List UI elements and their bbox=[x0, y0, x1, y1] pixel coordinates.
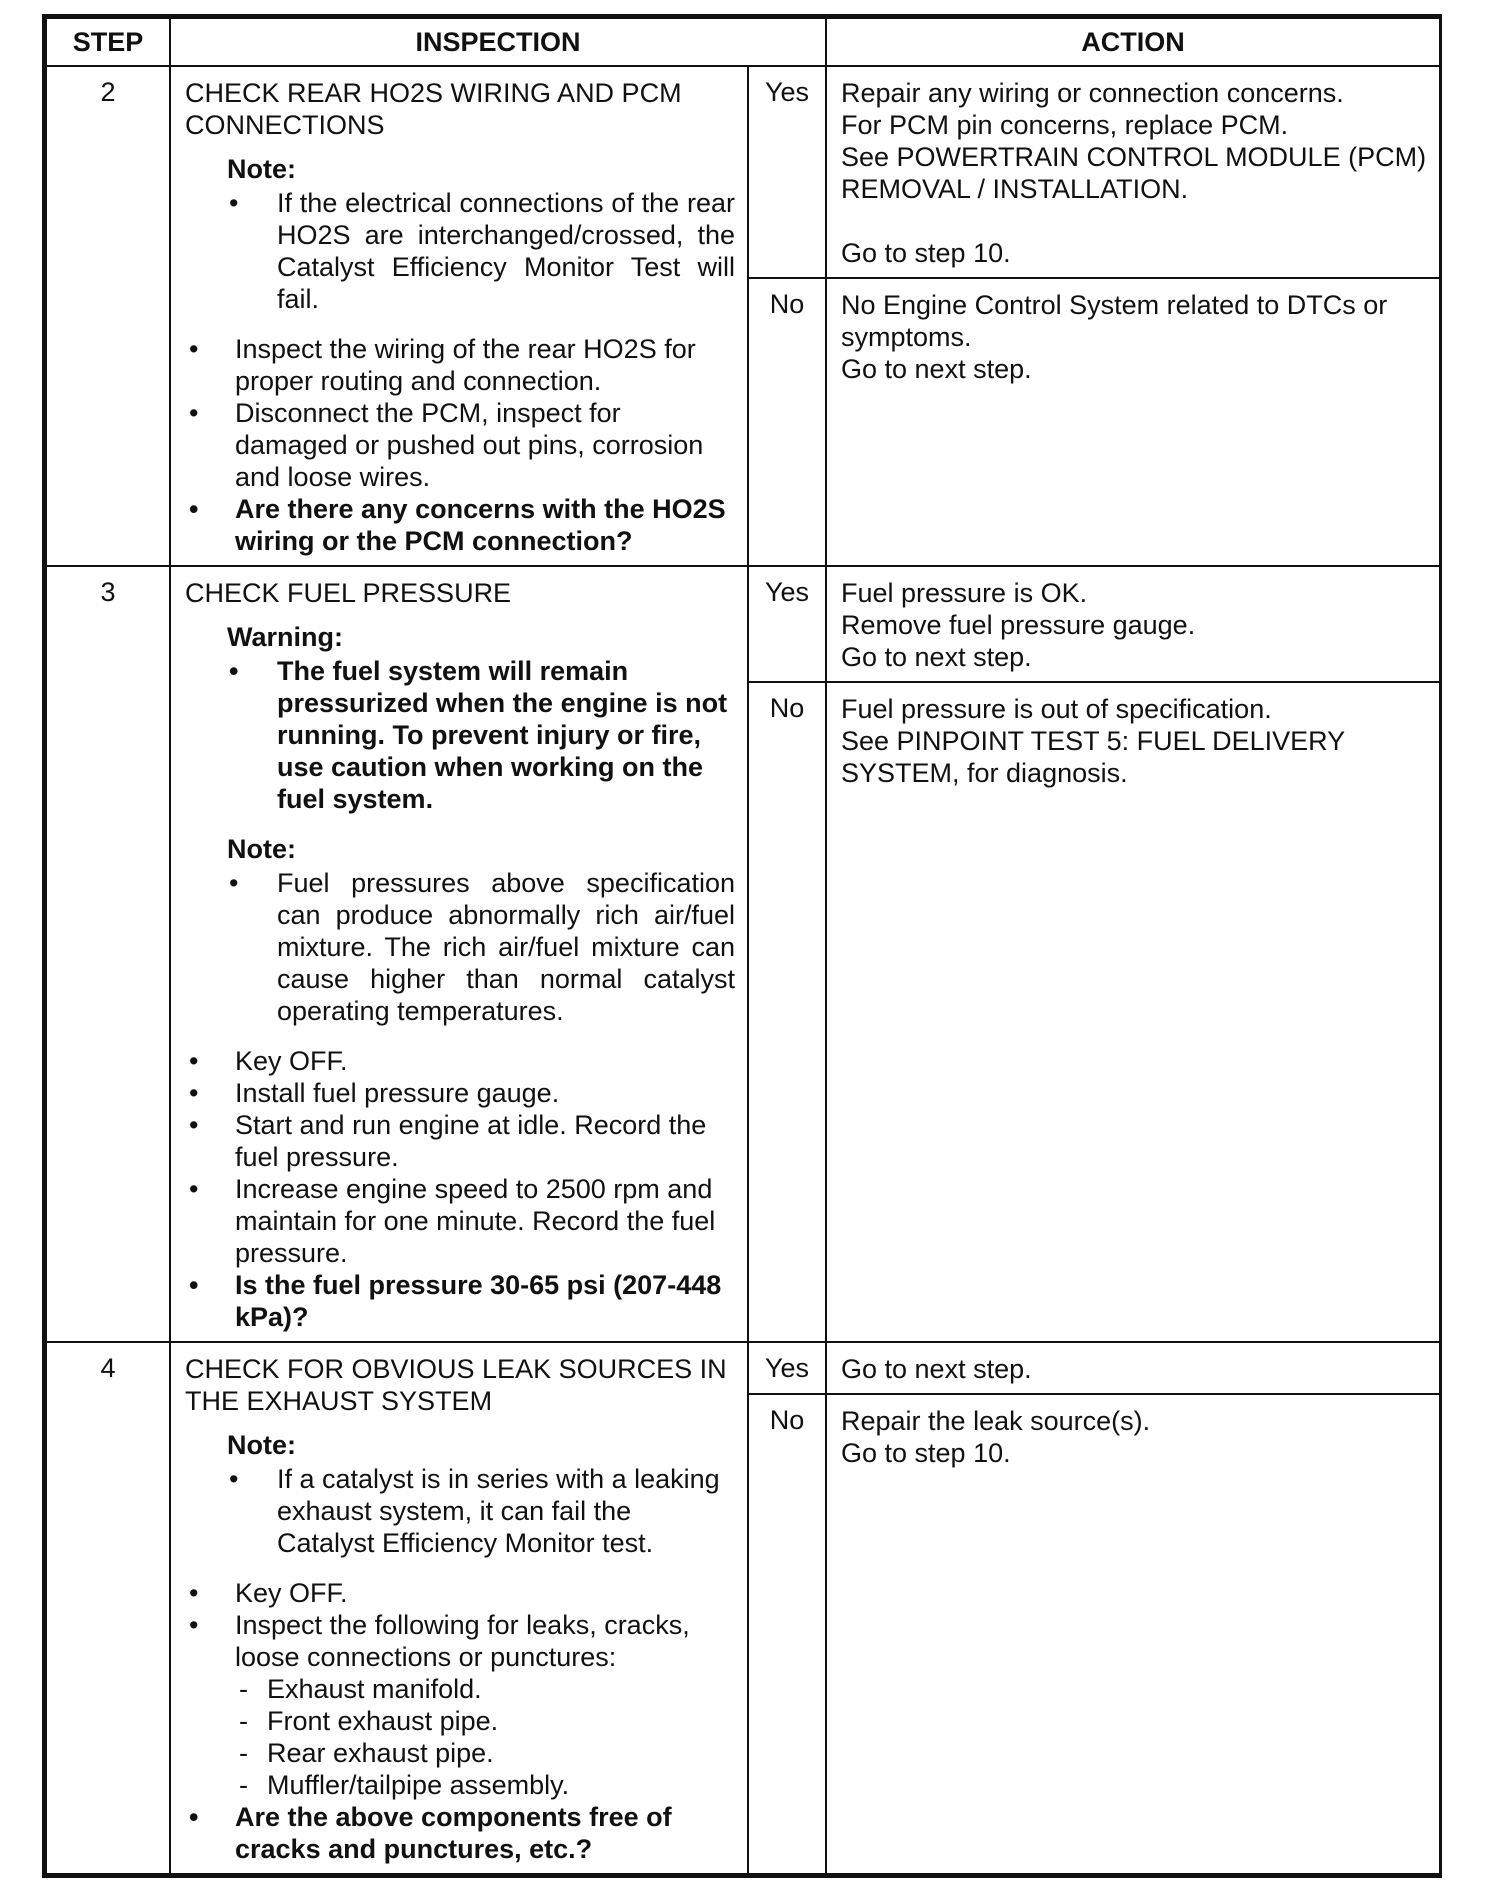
no-label: No bbox=[748, 682, 826, 1342]
yes-action bbox=[826, 66, 1440, 278]
list-item: • Increase engine speed to 2500 rpm and maintain for one minute. Record the fuel pressure. bbox=[185, 1173, 735, 1269]
warning-label: Warning: bbox=[227, 622, 343, 652]
step-number: 3 bbox=[46, 566, 170, 1342]
no-action bbox=[826, 1394, 1440, 1874]
action-line: Repair the leak source(s). bbox=[841, 1406, 1151, 1436]
component-item: - Front exhaust pipe. bbox=[235, 1705, 735, 1737]
list-item-text: Inspect the following for leaks, cracks, loose connections or punctures: bbox=[235, 1610, 690, 1672]
action-line: See POWERTRAIN CONTROL MODULE (PCM) REMOVAL / INSTALLATION. bbox=[841, 142, 1427, 204]
no-action bbox=[826, 682, 1440, 1342]
step-4-inspection bbox=[170, 1342, 748, 1874]
note-list bbox=[185, 867, 735, 1027]
component-item: - Muffler/tailpipe assembly. bbox=[235, 1769, 735, 1801]
action-header: ACTION bbox=[826, 18, 1440, 66]
inspection-header: INSPECTION bbox=[170, 18, 826, 66]
step-3-inspection bbox=[170, 566, 748, 1342]
question-item: • Is the fuel pressure 30-65 psi (207-448 kPa)? bbox=[185, 1269, 735, 1333]
note-list bbox=[185, 187, 735, 315]
inspection-list bbox=[185, 1577, 735, 1865]
step-number: 2 bbox=[46, 66, 170, 566]
note-label: Note: bbox=[227, 834, 296, 864]
note-label: Note: bbox=[227, 154, 296, 184]
step-3-yes-row bbox=[46, 566, 1440, 682]
action-line: Go to step 10. bbox=[841, 1438, 1011, 1468]
step-4-yes-row bbox=[46, 1342, 1440, 1394]
action-line: See PINPOINT TEST 5: FUEL DELIVERY SYSTEM, for diagnosis. bbox=[841, 726, 1345, 788]
step-header: STEP bbox=[46, 18, 170, 66]
step-title: CHECK FOR OBVIOUS LEAK SOURCES IN THE EXHAUST SYSTEM bbox=[185, 1354, 727, 1416]
list-item: • Start and run engine at idle. Record the fuel pressure. bbox=[185, 1109, 735, 1173]
list-item bbox=[185, 1609, 735, 1801]
step-2-inspection bbox=[170, 66, 748, 566]
component-list bbox=[235, 1673, 735, 1801]
no-label: No bbox=[748, 278, 826, 566]
yes-label: Yes bbox=[748, 1342, 826, 1394]
question-item: • Are the above components free of cracks and punctures, etc.? bbox=[185, 1801, 735, 1865]
list-item: • Disconnect the PCM, inspect for damaged or pushed out pins, corrosion and loose wires. bbox=[185, 397, 735, 493]
action-line: Go to next step. bbox=[841, 1354, 1032, 1384]
action-line: Repair any wiring or connection concerns. bbox=[841, 78, 1344, 108]
inspection-list bbox=[185, 1045, 735, 1333]
action-line: Fuel pressure is OK. bbox=[841, 578, 1088, 608]
action-line: No Engine Control System related to DTCs or symptoms. bbox=[841, 290, 1388, 352]
warning-item: • The fuel system will remain pressurized when the engine is not running. To prevent injury or fire, use caution when working on the fuel system. bbox=[185, 655, 735, 815]
action-goto: Go to step 10. bbox=[841, 238, 1011, 268]
note-item: • Fuel pressures above specification can produce abnormally rich air/fuel mixture. The rich air/fuel mixture can cause higher than normal catalyst operating temperatures. bbox=[185, 867, 735, 1027]
inspection-list bbox=[185, 333, 735, 557]
step-2-yes-row bbox=[46, 66, 1440, 278]
step-title: CHECK FUEL PRESSURE bbox=[185, 578, 512, 608]
list-item: • Key OFF. bbox=[185, 1045, 735, 1077]
note-item: • If the electrical connections of the rear HO2S are interchanged/crossed, the Catalyst Efficiency Monitor Test will fail. bbox=[185, 187, 735, 315]
yes-action bbox=[826, 566, 1440, 682]
yes-label: Yes bbox=[748, 66, 826, 278]
no-label: No bbox=[748, 1394, 826, 1874]
header-row bbox=[46, 18, 1440, 66]
component-item: - Exhaust manifold. bbox=[235, 1673, 735, 1705]
step-number: 4 bbox=[46, 1342, 170, 1874]
step-title: CHECK REAR HO2S WIRING AND PCM CONNECTIONS bbox=[185, 78, 682, 140]
list-item: • Inspect the wiring of the rear HO2S for proper routing and connection. bbox=[185, 333, 735, 397]
diagnostic-table bbox=[45, 17, 1441, 1875]
yes-action bbox=[826, 1342, 1440, 1394]
no-action bbox=[826, 278, 1440, 566]
action-line: Go to next step. bbox=[841, 354, 1032, 384]
action-line: Go to next step. bbox=[841, 642, 1032, 672]
action-line: Fuel pressure is out of specification. bbox=[841, 694, 1272, 724]
warning-list bbox=[185, 655, 735, 815]
list-item: • Key OFF. bbox=[185, 1577, 735, 1609]
note-label: Note: bbox=[227, 1430, 296, 1460]
list-item: • Install fuel pressure gauge. bbox=[185, 1077, 735, 1109]
diagnostic-table-page bbox=[42, 14, 1442, 1878]
action-line: For PCM pin concerns, replace PCM. bbox=[841, 110, 1289, 140]
component-item: - Rear exhaust pipe. bbox=[235, 1737, 735, 1769]
note-item: • If a catalyst is in series with a leaking exhaust system, it can fail the Catalyst Efficiency Monitor test. bbox=[185, 1463, 735, 1559]
action-line: Remove fuel pressure gauge. bbox=[841, 610, 1196, 640]
yes-label: Yes bbox=[748, 566, 826, 682]
note-list bbox=[185, 1463, 735, 1559]
question-item: • Are there any concerns with the HO2S wiring or the PCM connection? bbox=[185, 493, 735, 557]
